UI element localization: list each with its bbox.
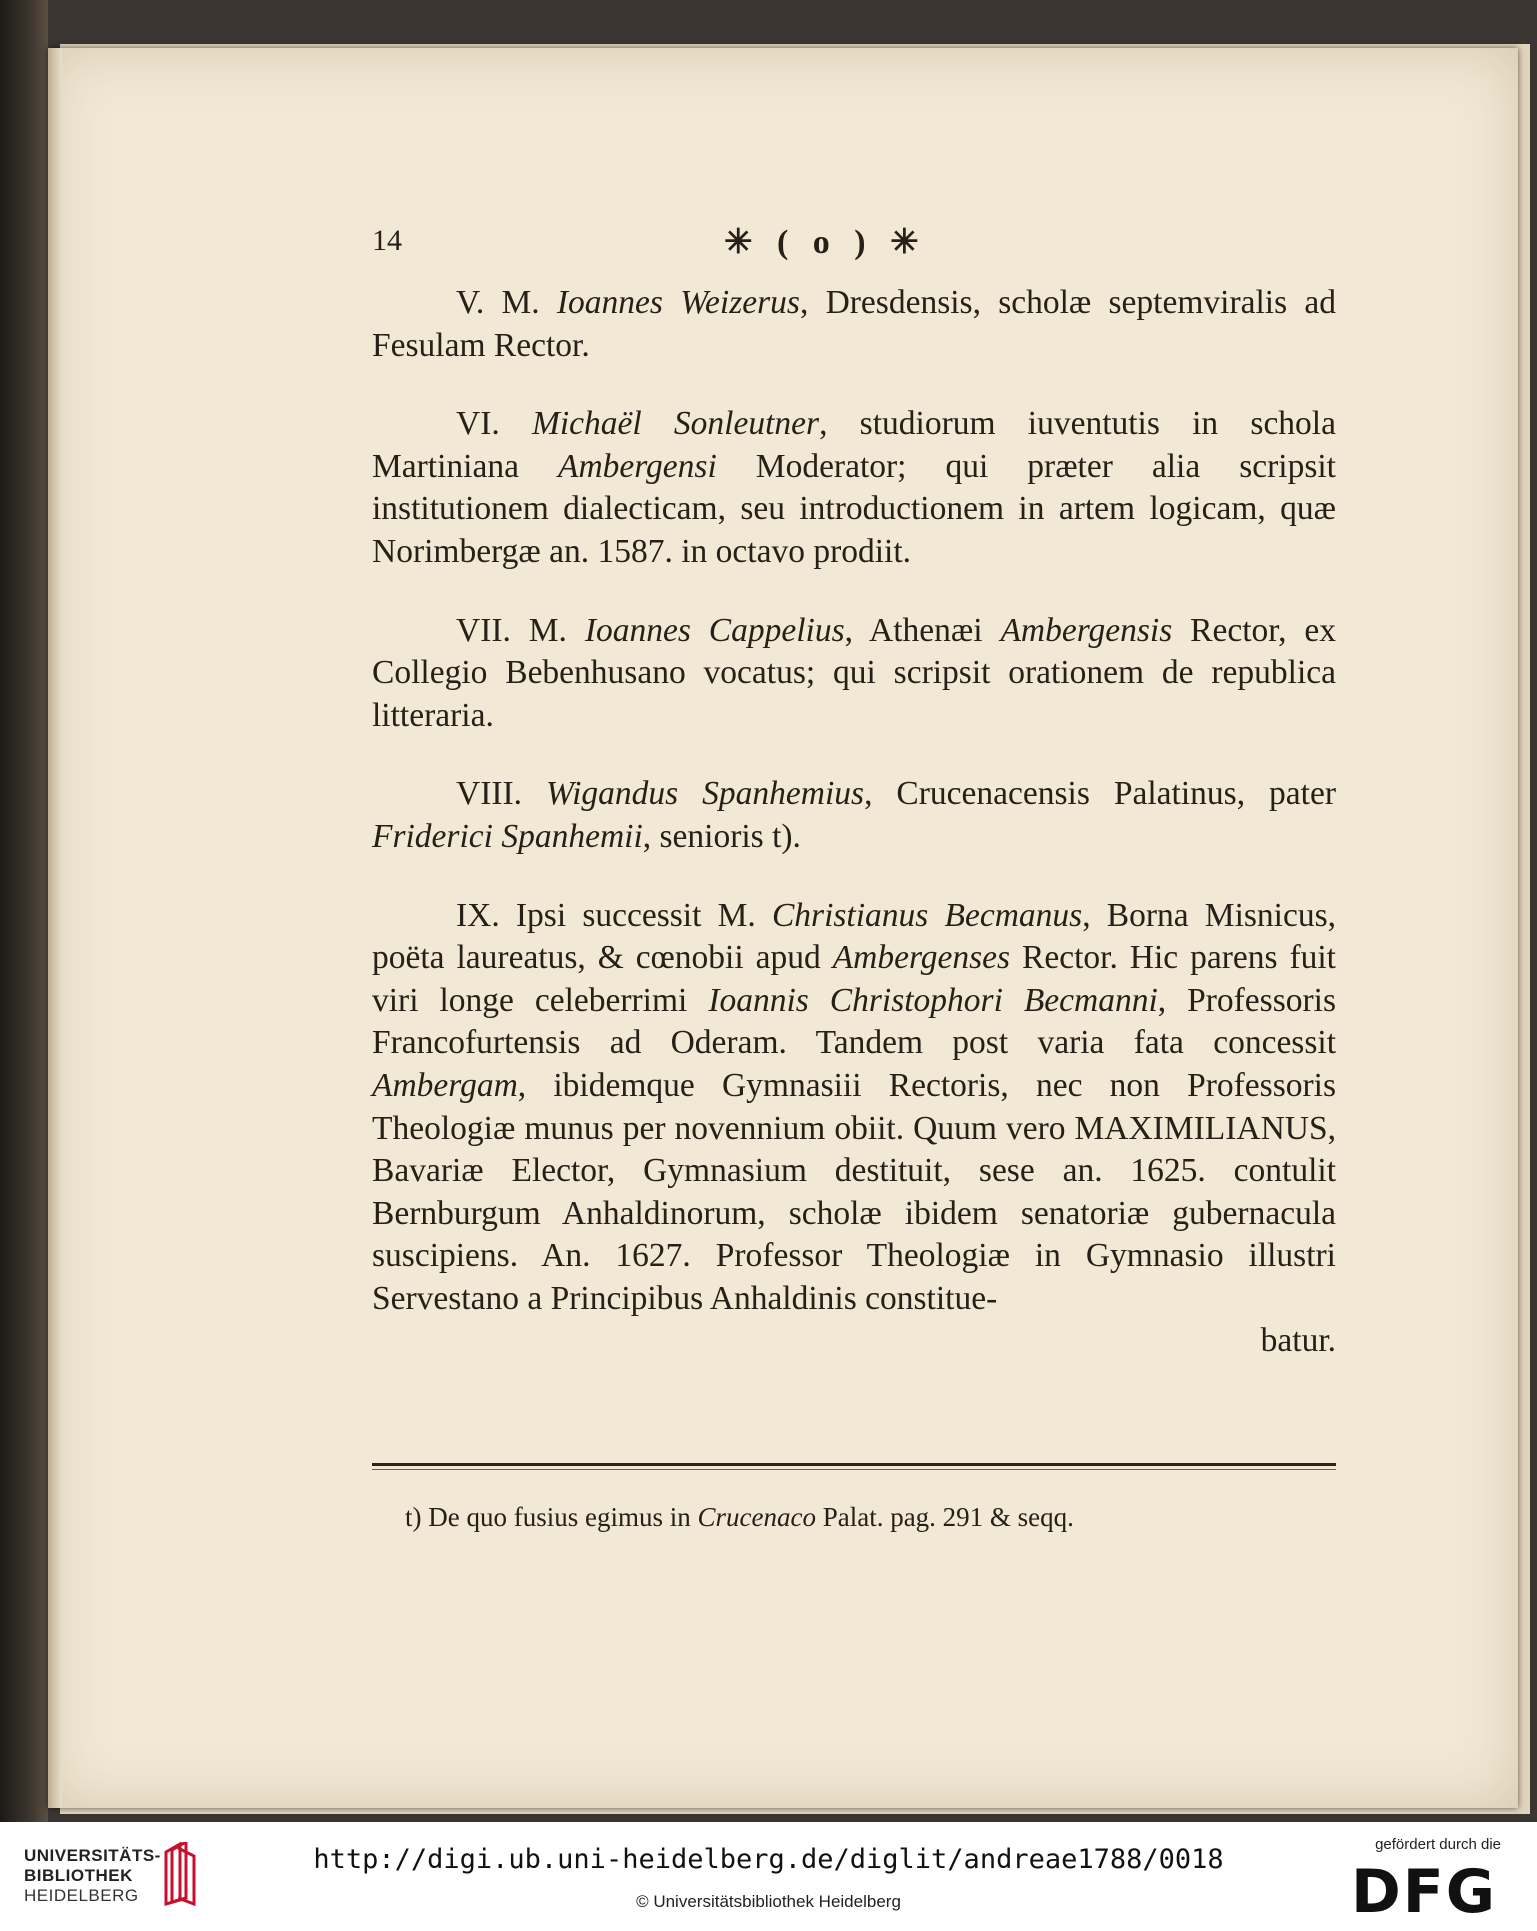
paragraph-ix bbox=[372, 895, 1336, 1364]
text-run: , studiorum iuventutis in schola Martiniana bbox=[372, 405, 1336, 485]
italic-name: Friderici Spanhemii bbox=[372, 817, 643, 855]
footnote-rule-thin bbox=[372, 1469, 1336, 1470]
hanging-last-line: batur. bbox=[1260, 1322, 1336, 1360]
text-run: IX. Ipsi successit M. bbox=[456, 896, 772, 934]
ornament-header: ✳ ( o ) ✳ bbox=[724, 224, 927, 261]
text-run: , Borna Misnicus, poëta laureatus, & cœnobii apud bbox=[372, 896, 1337, 977]
library-name-line3: HEIDELBERG bbox=[24, 1886, 139, 1905]
text-run: , senioris t). bbox=[642, 817, 801, 855]
book-edge bbox=[0, 0, 48, 1822]
funding-caption: gefördert durch die bbox=[1375, 1836, 1501, 1853]
paragraph-vii bbox=[372, 610, 1336, 738]
library-name-line1: UNIVERSITÄTS- bbox=[24, 1846, 161, 1865]
text-run: Moderator; qui præter alia scripsit institutionem dialecticam, seu introductionem in artem logicam, quæ Norimbergæ an. 1587. in octavo prodiit. bbox=[372, 447, 1336, 570]
text-run: , ibidemque Gymnasiii Rectoris, nec non Professoris Theologiæ munus per novennium obiit. Quum vero MAXIMILIANUS, Bavariæ Elector, Gymnasium destituit, sese an. 1625. contulit Bernburgum Anhaldinorum, scholæ ibidem senatoriæ gubernacula suscipiens. An. 1627. Professor Theologiæ in Gymnasio illustri Servestano a Principibus Anhaldinis constitue- bbox=[372, 1066, 1336, 1317]
dfg-logo[interactable]: DFG bbox=[1350, 1857, 1497, 1927]
footnote bbox=[405, 1500, 1336, 1534]
page-number: 14 bbox=[372, 224, 402, 257]
italic-name: Ambergensis bbox=[1000, 611, 1173, 649]
text-run: , Professoris Francofurtensis ad Oderam. Tandem post varia fata concessit bbox=[372, 981, 1337, 1062]
text-run: , Dresdensis, scholæ septemviralis ad Fesulam Rector. bbox=[372, 284, 1336, 364]
text-run: VII. M. bbox=[456, 611, 585, 649]
italic-name: Ioannis Christophori Becmanni bbox=[708, 981, 1158, 1019]
text-run: t) De quo fusius egimus in bbox=[405, 1502, 698, 1532]
page-gutter bbox=[48, 48, 62, 1808]
library-name-line2: BIBLIOTHEK bbox=[24, 1866, 133, 1885]
paragraph-viii bbox=[372, 773, 1336, 858]
text-run: VI. bbox=[456, 405, 532, 443]
paragraph-v bbox=[372, 282, 1336, 367]
running-head bbox=[372, 224, 1336, 268]
italic-name: Ioannes Weizerus bbox=[556, 284, 800, 321]
italic-name: Ambergam bbox=[372, 1066, 518, 1104]
italic-name: Ambergensi bbox=[557, 447, 717, 485]
text-run: Rector, ex Collegio Bebenhusano vocatus; qui scripsit orationem de republica litteraria. bbox=[372, 611, 1336, 734]
paragraph-vi bbox=[372, 403, 1336, 573]
text-run: V. M. bbox=[456, 284, 557, 321]
footnote-rule bbox=[372, 1463, 1336, 1466]
italic-name: Christianus Becmanus bbox=[771, 896, 1083, 934]
italic-name: Michaël Sonleutner bbox=[531, 405, 820, 443]
text-run: , Crucenacensis Palatinus, pater bbox=[864, 775, 1336, 813]
body-text bbox=[372, 282, 1336, 1399]
text-run: , Athenæi bbox=[844, 611, 1001, 649]
italic-name: Crucenaco bbox=[697, 1502, 816, 1532]
italic-name: Ioannes Cappelius bbox=[584, 611, 845, 649]
text-run: Rector. Hic parens fuit viri longe celeberrimi bbox=[372, 939, 1336, 1019]
permalink-url[interactable]: http://digi.ub.uni-heidelberg.de/diglit/andreae1788/0018 bbox=[313, 1844, 1224, 1875]
italic-name: Ambergenses bbox=[832, 939, 1011, 977]
italic-name: Wigandus Spanhemius bbox=[546, 775, 865, 813]
text-run: VIII. bbox=[456, 775, 547, 813]
copyright-notice: © Universitätsbibliothek Heidelberg bbox=[636, 1892, 901, 1911]
viewer-footer bbox=[0, 1822, 1537, 1931]
text-run: Palat. pag. 291 & seqq. bbox=[815, 1502, 1074, 1532]
